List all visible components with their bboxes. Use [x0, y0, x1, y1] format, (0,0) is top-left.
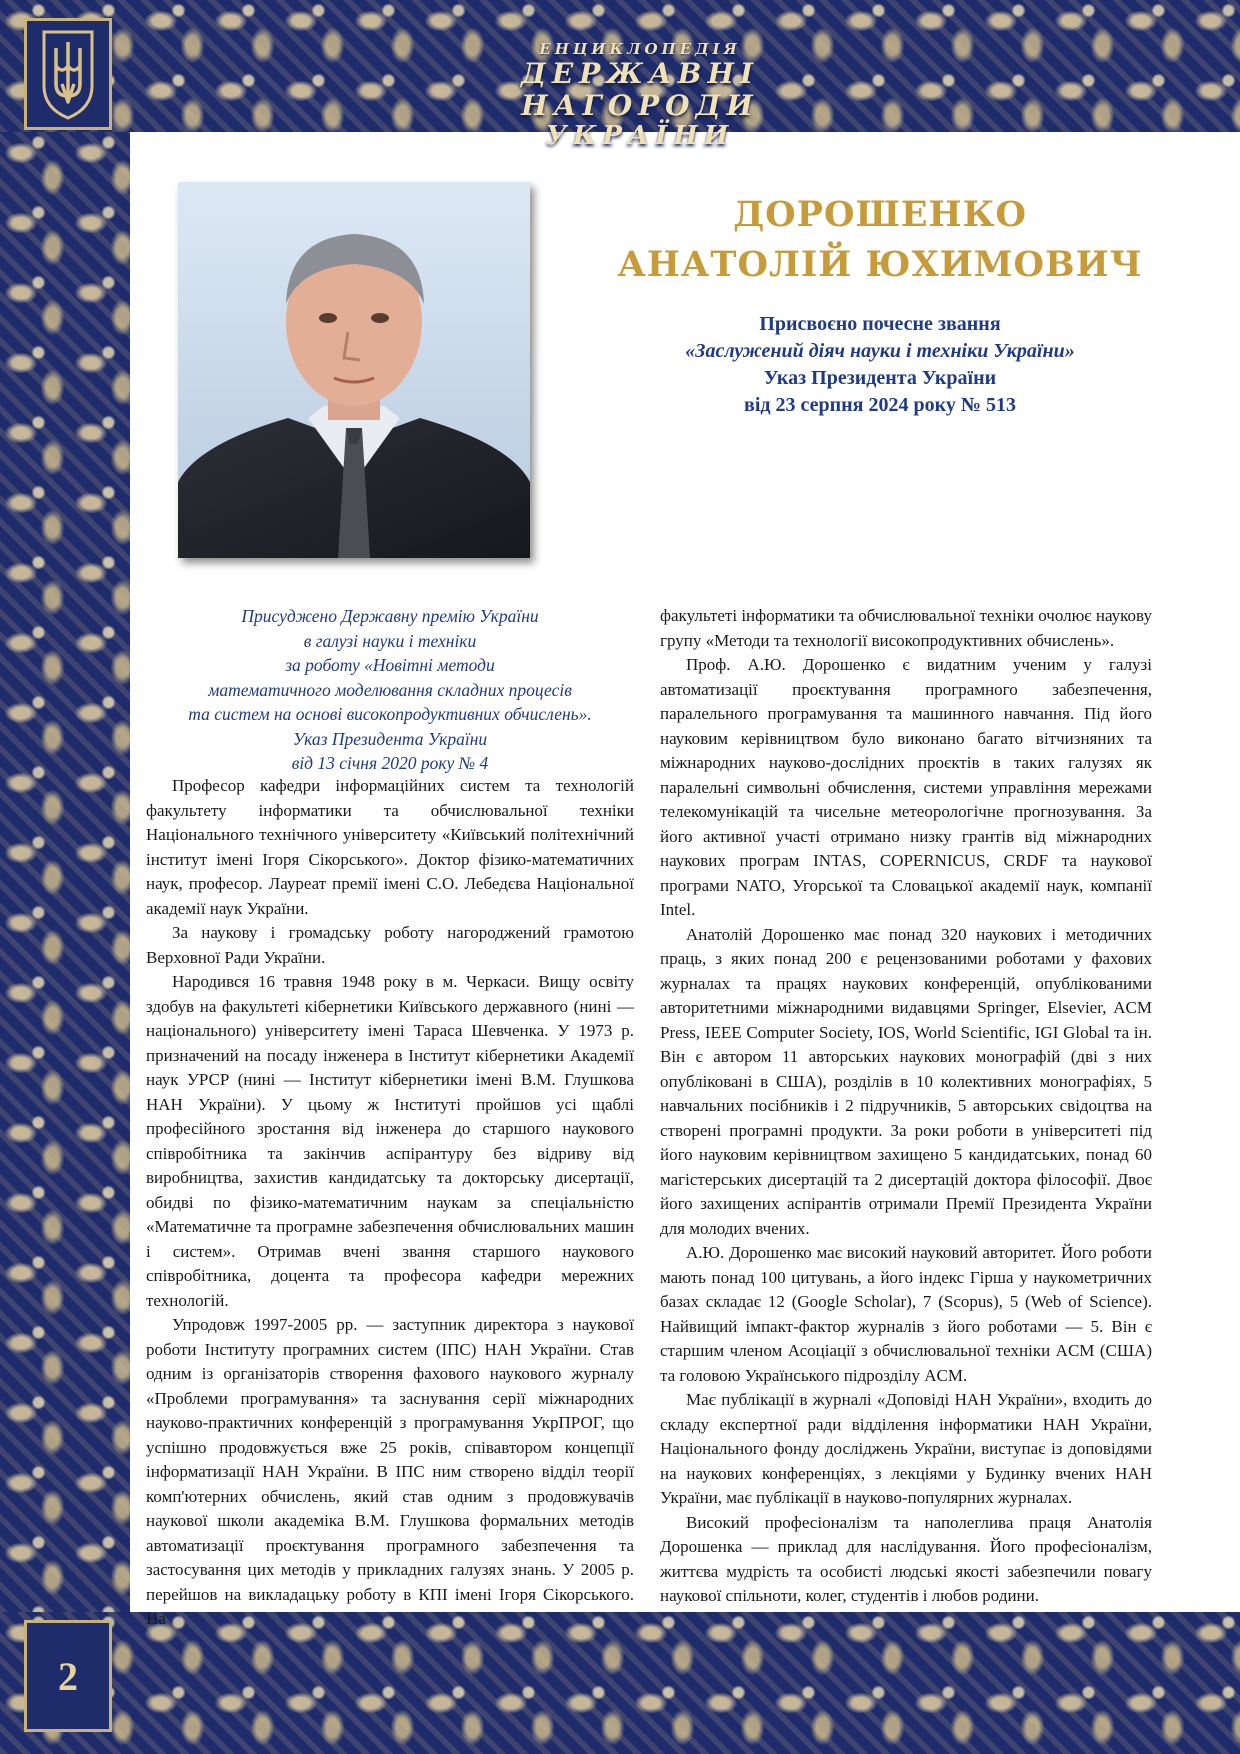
trident-coat-of-arms-icon	[36, 26, 100, 122]
encyclopedia-title	[430, 40, 850, 151]
biography-paragraph: Проф. А.Ю. Дорошенко є видатним ученим у галузі автоматизації проєктування програмного забезпечення, паралельного програмування та машинного навчання. Під його науковим керівництвом було виконано багато вітчизняних та міжнародних науково-дослідних проєктів в таких галузях як паралельні символьні обчислення, системи управління мережами телекомунікацій та чисельне метеорологічне прогнозування. За його активної участі отримано низку грантів від міжнародних наукових програм INTAS, COPERNICUS, CRDF та наукової програми NATO, Угорської та Словацької академії наук, компанії Intel.	[660, 655, 1152, 919]
honor-title-block	[560, 311, 1200, 419]
emblem-box	[24, 18, 112, 130]
person-name	[560, 190, 1200, 290]
prize-line: за роботу «Новітні методи	[285, 655, 495, 675]
prize-line: від 13 січня 2020 року № 4	[291, 753, 489, 773]
portrait-photo	[178, 182, 530, 558]
biography-paragraph: За наукову і громадську роботу нагороджений грамотою Верховної Ради України.	[146, 923, 634, 967]
biography-paragraph: Високий професіоналізм та наполеглива праця Анатолія Дорошенка — приклад для наслідування. Його професіоналізм, життєва мудрість та особисті людські якості забезпечили повагу наукової спільноти, колег, студентів і любов родини.	[660, 1512, 1152, 1605]
biography-paragraph: факультеті інформатики та обчислювальної техніки очолює наукову групу «Методи та технології високопродуктивних обчислень».	[660, 606, 1152, 650]
person-surname: ДОРОШЕНКО	[733, 194, 1027, 235]
honor-line: від 23 серпня 2024 року № 513	[744, 394, 1016, 416]
biography-paragraph: Народився 16 травня 1948 року в м. Черкаси. Вищу освіту здобув на факультеті кібернетики Київського державного (нині — національного) університету імені Тараса Шевченка. У 1973 р. призначений на посаду інженера в Інститут кібернетики Академії наук УРСР (нині — Інститут кібернетики імені В.М. Глушкова НАН України). У цьому ж Інституті пройшов усі щаблі професійного зростання від інженера до старшого наукового співробітника та закінчив аспірантуру без відриву від виробництва, захистив кандидатську та докторську дисертації, обидві по фізико-математичним наукам за спеціальністю «Математичне та програмне забезпечення обчислювальних машин і систем». Отримав вчені звання старшого наукового співробітника, доцента та професора кафедри мережних технологій.	[146, 972, 634, 1310]
left-ornament-border	[0, 132, 130, 1612]
title-line-3: УКРАЇНИ	[545, 121, 735, 151]
honor-line: Присвоєно почесне звання	[759, 313, 1001, 335]
prize-line: Указ Президента України	[292, 728, 488, 749]
biography-paragraph: Упродовж 1997-2005 рр. — заступник директора з наукової роботи Інституту програмних систем (ІПС) НАН України. Став одним із організаторів створення фахового наукового журналу «Проблеми програмування» та заснування серії міжнародних науково-практичних конференцій з програмування УкрПРОГ, що успішно продовжується вже 25 років, співавтором концепції інформатизації НАН України. В ІПС ним створено відділ теорії комп'ютерних обчислень, який став одним з продовжувачів наукової школи академіка В.М. Глушкова формальних методів автоматизації проєктування програмного забезпечення та застосування цих методів у прикладних галузях знань. У 2005 р. перейшов на викладацьку роботу в КПІ імені Ігоря Сікорського. На	[146, 1315, 634, 1628]
biography-paragraph: Професор кафедри інформаційних систем та технологій факультету інформатики та обчислювальної техніки Національного технічного університету «Київський політехнічний інститут імені Ігоря Сікорського». Доктор фізико-математичних наук, професор. Лауреат премії імені С.О. Лебедєва Національної академії наук України.	[146, 776, 634, 918]
page-number-box	[24, 1620, 112, 1732]
prize-line: математичного моделювання складних процесів	[208, 679, 572, 700]
biography-paragraph: Анатолій Дорошенко має понад 320 наукових і методичних праць, з яких понад 200 є рецензованими роботами у фахових журналах та працях наукових конференцій, опублікованими авторитетними міжнародними видавцями Springer, Elsevier, ACM Press, IEEE Computer Society, IOS, World Scientific, IGI Global та ін. Він є автором 11 авторських наукових монографій (дві з них опубліковані в США), розділів в 10 колективних монографіях, 5 навчальних посібників і 2 підручників, 5 авторських свідоцтва на створені програмні продукти. За роки роботи в університеті під його науковим керівництвом захищено 5 кандидатських, понад 60 магістерських дисертацій та 2 дисертацій доктора філософії. Двоє його захищених аспірантів отримали Премії Президента України для молодих вчених.	[660, 924, 1152, 1238]
page-number: 2	[58, 1653, 78, 1699]
state-prize-block	[150, 604, 630, 776]
biography-column-right	[660, 604, 1152, 1609]
honor-line: «Заслужений діяч науки і техніки України»	[685, 340, 1075, 362]
biography-column-left	[146, 774, 634, 1632]
bottom-ornament-border	[0, 1612, 1240, 1754]
title-line-1: ЕНЦИКЛОПЕДІЯ	[539, 40, 741, 58]
title-line-2: ДЕРЖАВНІ НАГОРОДИ	[520, 57, 760, 122]
prize-line: Присуджено Державну премію України	[241, 606, 539, 626]
portrait-image	[178, 182, 530, 558]
prize-line: в галузі науки і техніки	[303, 630, 477, 651]
prize-line: та систем на основі високопродуктивних обчислень».	[188, 704, 592, 724]
biography-paragraph: А.Ю. Дорошенко має високий науковий авторитет. Його роботи мають понад 100 цитувань, а його індекс Гірша у наукометричних базах складає 12 (Google Scholar), 7 (Scopus), 5 (Web of Science). Найвищий імпакт-фактор журналів з його роботами — 5. Він є старшим членом Асоціації з обчислювальної техніки ACM (США) та головою Українського підрозділу ACM.	[660, 1243, 1152, 1385]
person-given-names: АНАТОЛІЙ ЮХИМОВИЧ	[617, 244, 1143, 285]
honor-line: Указ Президента України	[763, 367, 997, 389]
biography-paragraph: Має публікації в журналі «Доповіді НАН України», входить до складу експертної ради відділення інформатики НАН України, Національного фонду досліджень України, виступає із доповідями на наукових конференціях, з лекціями у Будинку вчених НАН України, має публікації в науково-популярних журналах.	[660, 1390, 1152, 1507]
